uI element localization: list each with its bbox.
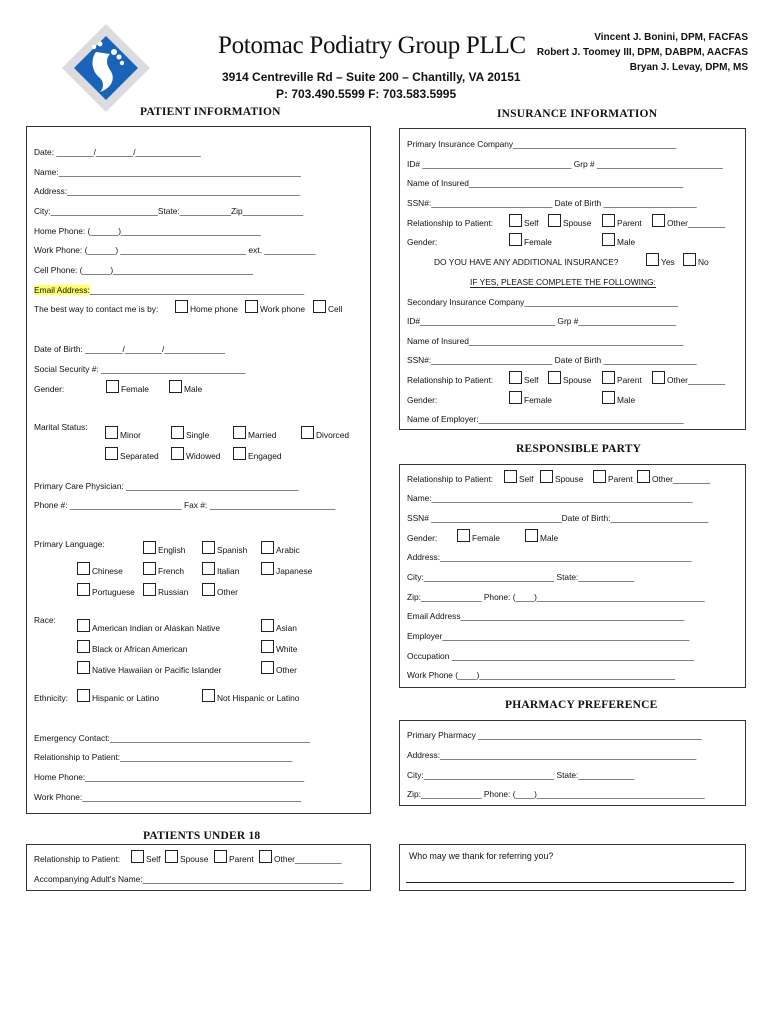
lang-arabic-checkbox[interactable] [261, 541, 274, 554]
secondary-rel-other-label: Other________ [667, 375, 726, 385]
secondary-gender-male-label: Male [617, 395, 636, 405]
secondary-ssn-dob-field[interactable]: SSN#:__________________________ Date of Birth ____________________ [407, 355, 697, 365]
emergency-contact-field[interactable]: Emergency Contact:___________________________________________ [34, 733, 311, 743]
lang-french-checkbox[interactable] [143, 562, 156, 575]
contact-home-label: Home phone [190, 304, 238, 314]
primary-gender-label: Gender: [407, 237, 438, 247]
work-phone-field[interactable]: Work Phone: (______) ___________________________ ext. ___________ [34, 245, 316, 255]
lang-chinese-checkbox[interactable] [77, 562, 90, 575]
resp-gender-label: Gender: [407, 533, 438, 543]
ethnicity-label: Ethnicity: [34, 693, 68, 703]
race-label: Race: [34, 615, 56, 625]
lang-arabic-label: Arabic [276, 545, 300, 555]
doctor-name: Robert J. Toomey III, DPM, DABPM, AACFAS [536, 47, 748, 58]
pharmacy-zip-phone-field[interactable]: Zip:_____________ Phone: (____)____________________________________ [407, 789, 705, 799]
primary-gender-male-label: Male [617, 237, 636, 247]
emergency-home-phone-field[interactable]: Home Phone:_______________________________________________ [34, 772, 305, 782]
primary-rel-spouse-checkbox[interactable] [548, 214, 561, 227]
if-yes-instruction: IF YES, PLEASE COMPLETE THE FOLLOWING: [470, 277, 656, 287]
lang-english-label: English [158, 545, 186, 555]
resp-zip-phone-field[interactable]: Zip:_____________ Phone: (____)____________________________________ [407, 592, 705, 602]
email-field[interactable] [34, 285, 304, 295]
race-native-american-checkbox[interactable] [77, 619, 90, 632]
pharmacy-title: PHARMACY PREFERENCE [505, 699, 658, 711]
emergency-relationship-field[interactable]: Relationship to Patient:_____________________________________ [34, 752, 293, 762]
race-black-label: Black or African American [92, 644, 188, 654]
under18-rel-spouse-checkbox[interactable] [165, 850, 178, 863]
under18-rel-other-label: Other__________ [274, 854, 342, 864]
resp-address-field[interactable]: Address:______________________________________________________ [407, 552, 692, 562]
practice-phones: P: 703.490.5599 F: 703.583.5995 [276, 87, 457, 101]
resp-gender-male-checkbox[interactable] [525, 529, 538, 542]
secondary-relationship-label: Relationship to Patient: [407, 375, 494, 385]
email-line: ______________________________________________ [89, 285, 305, 295]
primary-gender-male-checkbox[interactable] [602, 233, 615, 246]
contact-cell-checkbox[interactable] [313, 300, 326, 313]
marital-divorced-label: Divorced [316, 430, 350, 440]
marital-minor-checkbox[interactable] [105, 426, 118, 439]
primary-id-grp-field[interactable]: ID# ________________________________ Grp # ___________________________ [407, 159, 723, 169]
lang-chinese-label: Chinese [92, 566, 123, 576]
secondary-rel-spouse-checkbox[interactable] [548, 371, 561, 384]
marital-engaged-label: Engaged [248, 451, 282, 461]
resp-ssn-dob-field[interactable]: SSN# ____________________________Date of Birth:_____________________ [407, 513, 709, 523]
resp-gender-male-label: Male [540, 533, 559, 543]
under18-rel-other-checkbox[interactable] [259, 850, 272, 863]
contact-pref-label: The best way to contact me is by: [34, 304, 159, 314]
secondary-employer-field[interactable]: Name of Employer:____________________________________________ [407, 414, 684, 424]
resp-city-state-field[interactable]: City:____________________________ State:____________ [407, 572, 635, 582]
practice-logo [60, 22, 152, 114]
insurance-info-title: INSURANCE INFORMATION [497, 108, 658, 120]
ethnicity-not-hispanic-checkbox[interactable] [202, 689, 215, 702]
feet-logo-icon [60, 22, 152, 114]
gender-male-label: Male [184, 384, 203, 394]
secondary-rel-self-label: Self [524, 375, 539, 385]
referral-question: Who may we thank for referring you? [409, 851, 554, 861]
under18-rel-self-checkbox[interactable] [131, 850, 144, 863]
resp-rel-spouse-label: Spouse [555, 474, 584, 484]
lang-japanese-checkbox[interactable] [261, 562, 274, 575]
additional-yes-label: Yes [661, 257, 675, 267]
lang-spanish-label: Spanish [217, 545, 248, 555]
primary-rel-other-label: Other________ [667, 218, 726, 228]
contact-home-checkbox[interactable] [175, 300, 188, 313]
lang-portuguese-label: Portuguese [92, 587, 135, 597]
lang-spanish-checkbox[interactable] [202, 541, 215, 554]
lang-french-label: French [158, 566, 185, 576]
primary-pharmacy-field[interactable]: Primary Pharmacy ________________________________________________ [407, 730, 702, 740]
secondary-gender-male-checkbox[interactable] [602, 391, 615, 404]
marital-separated-label: Separated [120, 451, 159, 461]
additional-insurance-question: DO YOU HAVE ANY ADDITIONAL INSURANCE? [434, 257, 619, 267]
responsible-party-title: RESPONSIBLE PARTY [516, 443, 642, 455]
primary-rel-parent-label: Parent [617, 218, 642, 228]
resp-rel-spouse-checkbox[interactable] [540, 470, 553, 483]
city-state-zip-field[interactable]: City:_______________________State:___________Zip_____________ [34, 206, 304, 216]
under18-relationship-label: Relationship to Patient: [34, 854, 121, 864]
primary-rel-other-checkbox[interactable] [652, 214, 665, 227]
pharmacy-address-field[interactable]: Address:_______________________________________________________ [407, 750, 697, 760]
gender-male-checkbox[interactable] [169, 380, 182, 393]
additional-no-label: No [698, 257, 709, 267]
marital-label: Marital Status: [34, 422, 88, 432]
name-field[interactable]: Name:____________________________________________________ [34, 167, 301, 177]
marital-widowed-label: Widowed [186, 451, 221, 461]
primary-rel-spouse-label: Spouse [563, 218, 592, 228]
resp-relationship-label: Relationship to Patient: [407, 474, 494, 484]
home-phone-field[interactable]: Home Phone: (______)______________________________ [34, 226, 261, 236]
address-field[interactable]: Address:__________________________________________________ [34, 186, 300, 196]
race-black-checkbox[interactable] [77, 640, 90, 653]
secondary-rel-self-checkbox[interactable] [509, 371, 522, 384]
gender-label: Gender: [34, 384, 65, 394]
race-pacific-label: Native Hawaiian or Pacific Islander [92, 665, 222, 675]
under18-rel-parent-label: Parent [229, 854, 254, 864]
primary-ssn-dob-field[interactable]: SSN#:__________________________ Date of Birth ____________________ [407, 198, 697, 208]
additional-no-checkbox[interactable] [683, 253, 696, 266]
practice-name: Potomac Podiatry Group PLLC [218, 32, 526, 59]
resp-email-field[interactable]: Email Address________________________________________________ [407, 611, 685, 621]
primary-gender-female-checkbox[interactable] [509, 233, 522, 246]
lang-italian-checkbox[interactable] [202, 562, 215, 575]
resp-gender-female-label: Female [472, 533, 500, 543]
lang-russian-label: Russian [158, 587, 189, 597]
lang-portuguese-checkbox[interactable] [77, 583, 90, 596]
primary-ins-company-field[interactable]: Primary Insurance Company___________________________________ [407, 139, 677, 149]
date-field[interactable]: Date: ________/________/______________ [34, 147, 201, 157]
secondary-rel-other-checkbox[interactable] [652, 371, 665, 384]
marital-engaged-checkbox[interactable] [233, 447, 246, 460]
under18-rel-parent-checkbox[interactable] [214, 850, 227, 863]
under18-title: PATIENTS UNDER 18 [143, 830, 261, 842]
race-asian-label: Asian [276, 623, 297, 633]
ethnicity-hispanic-label: Hispanic or Latino [92, 693, 160, 703]
referral-answer-line[interactable] [406, 882, 734, 883]
marital-married-label: Married [248, 430, 277, 440]
marital-married-checkbox[interactable] [233, 426, 246, 439]
secondary-gender-female-label: Female [524, 395, 552, 405]
doctor-list [537, 30, 748, 75]
doctor-name: Bryan J. Levay, DPM, MS [629, 62, 748, 73]
primary-name-insured-field[interactable]: Name of Insured______________________________________________ [407, 178, 684, 188]
race-native-american-label: American Indian or Alaskan Native [92, 623, 221, 633]
lang-russian-checkbox[interactable] [143, 583, 156, 596]
race-white-checkbox[interactable] [261, 640, 274, 653]
doctor-name: Vincent J. Bonini, DPM, FACFAS [594, 32, 748, 43]
resp-rel-other-label: Other________ [652, 474, 711, 484]
race-pacific-checkbox[interactable] [77, 661, 90, 674]
contact-work-label: Work phone [260, 304, 306, 314]
language-label: Primary Language: [34, 539, 105, 549]
resp-gender-female-checkbox[interactable] [457, 529, 470, 542]
primary-gender-female-label: Female [524, 237, 552, 247]
race-asian-checkbox[interactable] [261, 619, 274, 632]
patient-info-title: PATIENT INFORMATION [140, 106, 281, 118]
secondary-id-grp-field[interactable]: ID#_____________________________ Grp #_____________________ [407, 316, 677, 326]
gender-female-label: Female [121, 384, 149, 394]
under18-rel-self-label: Self [146, 854, 161, 864]
resp-name-field[interactable]: Name:________________________________________________________ [407, 493, 693, 503]
marital-divorced-checkbox[interactable] [301, 426, 314, 439]
practice-address: 3914 Centreville Rd – Suite 200 – Chantilly, VA 20151 [222, 70, 521, 84]
resp-employer-field[interactable]: Employer_____________________________________________________ [407, 631, 690, 641]
lang-other-label: Other [217, 587, 238, 597]
ethnicity-hispanic-checkbox[interactable] [77, 689, 90, 702]
cell-phone-field[interactable]: Cell Phone: (______)______________________________ [34, 265, 253, 275]
primary-rel-self-checkbox[interactable] [509, 214, 522, 227]
gender-female-checkbox[interactable] [106, 380, 119, 393]
primary-rel-self-label: Self [524, 218, 539, 228]
primary-relationship-label: Relationship to Patient: [407, 218, 494, 228]
marital-widowed-checkbox[interactable] [171, 447, 184, 460]
pharmacy-city-state-field[interactable]: City:____________________________ State:____________ [407, 770, 635, 780]
secondary-rel-spouse-label: Spouse [563, 375, 592, 385]
resp-rel-self-checkbox[interactable] [504, 470, 517, 483]
resp-rel-parent-label: Parent [608, 474, 633, 484]
race-other-label: Other [276, 665, 297, 675]
contact-cell-label: Cell [328, 304, 343, 314]
marital-separated-checkbox[interactable] [105, 447, 118, 460]
marital-single-label: Single [186, 430, 210, 440]
accompanying-adult-field[interactable]: Accompanying Adult's Name:___________________________________________ [34, 874, 343, 884]
marital-minor-label: Minor [120, 430, 141, 440]
contact-work-checkbox[interactable] [245, 300, 258, 313]
additional-yes-checkbox[interactable] [646, 253, 659, 266]
lang-other-checkbox[interactable] [202, 583, 215, 596]
primary-rel-parent-checkbox[interactable] [602, 214, 615, 227]
secondary-gender-label: Gender: [407, 395, 438, 405]
pcp-phone-fax-field[interactable]: Phone #: ________________________ Fax #: ___________________________ [34, 500, 336, 510]
secondary-rel-parent-checkbox[interactable] [602, 371, 615, 384]
under18-rel-spouse-label: Spouse [180, 854, 209, 864]
lang-english-checkbox[interactable] [143, 541, 156, 554]
resp-rel-parent-checkbox[interactable] [593, 470, 606, 483]
secondary-rel-parent-label: Parent [617, 375, 642, 385]
secondary-ins-company-field[interactable]: Secondary Insurance Company_________________________________ [407, 297, 679, 307]
lang-japanese-label: Japanese [276, 566, 313, 576]
marital-single-checkbox[interactable] [171, 426, 184, 439]
secondary-gender-female-checkbox[interactable] [509, 391, 522, 404]
resp-occupation-field[interactable]: Occupation ____________________________________________________ [407, 651, 694, 661]
lang-italian-label: Italian [217, 566, 240, 576]
ssn-field[interactable]: Social Security #: _______________________________ [34, 364, 246, 374]
ethnicity-not-hispanic-label: Not Hispanic or Latino [217, 693, 300, 703]
race-other-checkbox[interactable] [261, 661, 274, 674]
dob-field[interactable]: Date of Birth: ________/________/_____________ [34, 344, 225, 354]
resp-work-phone-field[interactable]: Work Phone (____)__________________________________________ [407, 670, 676, 680]
email-label: Email Address: [34, 285, 90, 295]
emergency-work-phone-field[interactable]: Work Phone:_______________________________________________ [34, 792, 302, 802]
race-white-label: White [276, 644, 298, 654]
pcp-field[interactable]: Primary Care Physician: _____________________________________ [34, 481, 299, 491]
resp-rel-other-checkbox[interactable] [637, 470, 650, 483]
secondary-name-insured-field[interactable]: Name of Insured______________________________________________ [407, 336, 684, 346]
resp-rel-self-label: Self [519, 474, 534, 484]
